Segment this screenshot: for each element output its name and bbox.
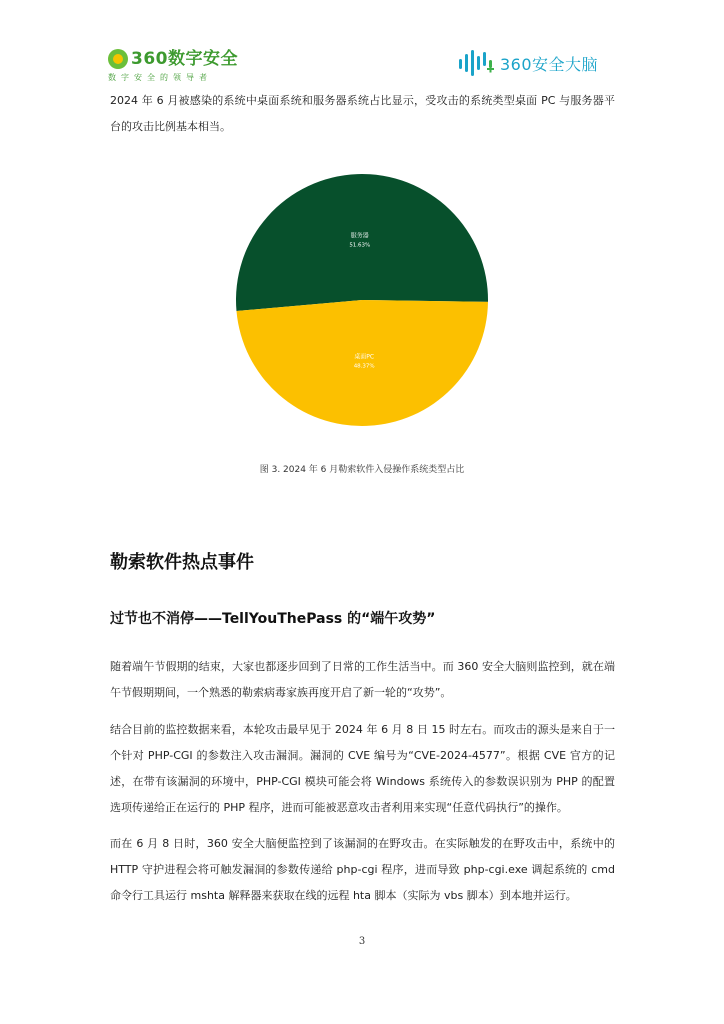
pie-label-name: 桌面PC xyxy=(354,353,375,361)
os-type-pie-chart xyxy=(232,170,492,430)
left-brand-text: 360数字安全 xyxy=(131,49,238,69)
360-logo-icon xyxy=(108,49,128,69)
pie-label-name: 服务器 xyxy=(350,232,369,240)
figure-caption: 图 3. 2024 年 6 月勒索软件入侵操作系统类型占比 xyxy=(259,465,465,475)
page-number: 3 xyxy=(358,936,366,947)
pie-label-value: 48.37% xyxy=(353,363,375,370)
soundwave-logo-icon xyxy=(458,50,494,76)
pie-label-value: 51.63% xyxy=(349,242,371,249)
section-title: 勒索软件热点事件 xyxy=(110,552,254,573)
360-digital-security-logo xyxy=(108,48,238,82)
page-header xyxy=(0,0,724,90)
body-paragraph-3: 而在 6 月 8 日时，360 安全大脑便监控到了该漏洞的在野攻击。在实际触发的在野攻击中，系统中的 HTTP 守护进程会将可触发漏洞的参数传递给 php-cgi 程序，进而导致 php-cgi.exe 调起系统的 cmd 命令行工具运行 mshta 解释器来获取在线的远程 hta 脚本（实际为 vbs 脚本）到本地并运行。 xyxy=(110,837,615,902)
body-paragraph-2: 结合目前的监控数据来看，本轮攻击最早见于 2024 年 6 月 8 日 15 时左右。而攻击的源头是来自于一个针对 PHP-CGI 的参数注入攻击漏洞。漏洞的 CVE 编号为“CVE-2024-4577”。根据 CVE 官方的记述，在带有该漏洞的环境中，PHP-CGI 模块可能会将 Windows 系统传入的参数误识别为 PHP 的配置选项传递给正在运行的 PHP 程序，进而可能被恶意攻击者利用来实现“任意代码执行”的操作。 xyxy=(110,723,615,814)
intro-paragraph: 2024 年 6 月被感染的系统中桌面系统和服务器系统占比显示，受攻击的系统类型桌面 PC 与服务器平台的攻击比例基本相当。 xyxy=(110,94,615,133)
360-security-brain-logo xyxy=(458,50,598,76)
left-slogan-text: 数字安全的领导者 xyxy=(108,73,212,82)
body-paragraph-1: 随着端午节假期的结束，大家也都逐步回到了日常的工作生活当中。而 360 安全大脑则监控到，就在端午节假期期间，一个熟悉的勒索病毒家族再度开启了新一轮的“攻势”。 xyxy=(110,660,615,699)
right-brand-text: 360安全大脑 xyxy=(500,54,599,74)
subsection-title: 过节也不消停——TellYouThePass 的“端午攻势” xyxy=(110,611,436,627)
